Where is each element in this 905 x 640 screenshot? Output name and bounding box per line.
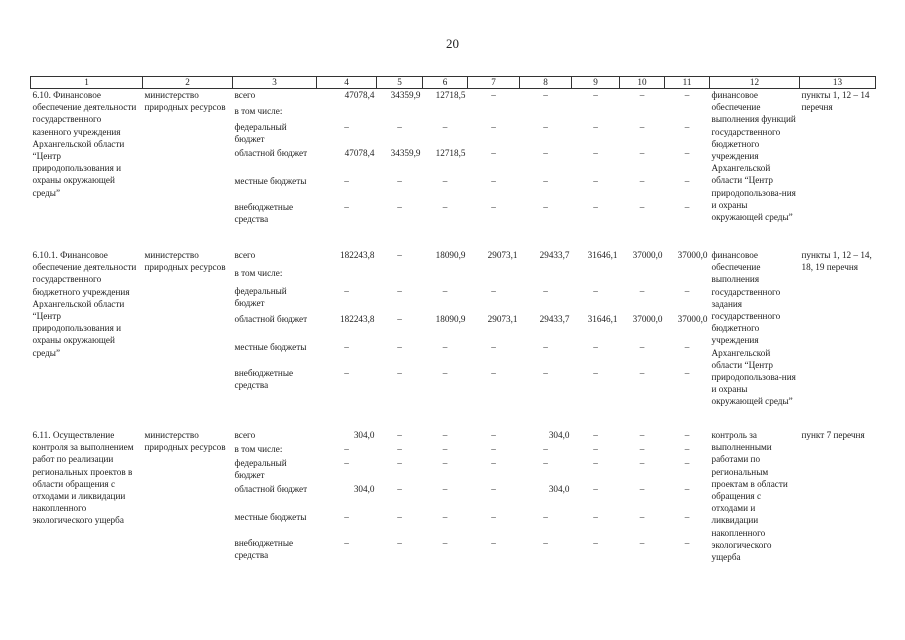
funding-source-label: внебюджетные средства bbox=[234, 202, 294, 225]
amount-value: – bbox=[639, 342, 645, 352]
amount-cell bbox=[620, 249, 665, 417]
amount-value: – bbox=[543, 512, 548, 522]
amount-value: – bbox=[593, 484, 598, 494]
amount-value: – bbox=[442, 122, 448, 132]
amount-value: – bbox=[639, 512, 645, 522]
amount-value: 29073,1 bbox=[487, 314, 518, 324]
amount-value: – bbox=[491, 176, 496, 186]
amount-value: – bbox=[593, 368, 598, 378]
amount-value: 18090,9 bbox=[435, 250, 466, 260]
amount-value: – bbox=[593, 90, 598, 100]
measure-name-cell: 6.10.1. Финансовое обеспечение деятельности государственного бюджетного учреждения Архангельской области “Центр природопользования и охраны окружающей среды” bbox=[32, 250, 137, 358]
funding-source-label: в том числе: bbox=[234, 444, 283, 454]
amount-value: 31646,1 bbox=[587, 314, 618, 324]
reference-cell: пункт 7 перечня bbox=[801, 430, 865, 440]
amount-value: – bbox=[684, 430, 690, 440]
indicator-cell: финансовое обеспечение выполнения функций государственного бюджетного учреждения Архангельской области “Центр природопользова-ния и охраны окружающей среды” bbox=[711, 90, 796, 223]
amount-value: – bbox=[684, 148, 690, 158]
amount-value: – bbox=[543, 444, 548, 454]
amount-value: – bbox=[344, 458, 349, 468]
amount-value: – bbox=[639, 176, 645, 186]
funding-source-label: областной бюджет bbox=[234, 484, 308, 494]
amount-value: – bbox=[344, 342, 349, 352]
amount-value: – bbox=[593, 430, 598, 440]
amount-value: – bbox=[684, 538, 690, 548]
amount-cell bbox=[377, 249, 423, 417]
amount-value: – bbox=[593, 342, 598, 352]
column-header: 7 bbox=[468, 77, 520, 89]
amount-value: – bbox=[593, 202, 598, 212]
table-row bbox=[31, 249, 876, 417]
amount-value: – bbox=[593, 512, 598, 522]
amount-value: – bbox=[491, 538, 496, 548]
amount-value: – bbox=[639, 368, 645, 378]
table-row bbox=[31, 89, 876, 238]
measure-name-cell: 6.11. Осуществление контроля за выполнением работ по реализации региональных проектов в области обращения с отходами и ликвидации накопленного экологического ущерба bbox=[32, 430, 134, 526]
amount-value: 182243,8 bbox=[340, 314, 375, 324]
amount-value: – bbox=[442, 342, 448, 352]
amount-value: – bbox=[543, 368, 548, 378]
amount-value: – bbox=[397, 512, 402, 522]
funding-source-label: всего bbox=[234, 250, 256, 260]
amount-value: – bbox=[442, 512, 448, 522]
amount-value: – bbox=[442, 484, 448, 494]
funding-source-label: всего bbox=[234, 90, 256, 100]
funding-source-label: местные бюджеты bbox=[234, 512, 307, 522]
funding-source-label: федеральный бюджет bbox=[234, 286, 287, 309]
funding-source-label: местные бюджеты bbox=[234, 176, 307, 186]
amount-cell bbox=[317, 249, 377, 417]
indicator-cell: финансовое обеспечение выполнения государственного задания государственного бюджетного учреждения Архангельской области “Центр природопользова-ния и охраны окружающей среды” bbox=[711, 250, 796, 407]
amount-value bbox=[470, 105, 518, 121]
amount-cell bbox=[423, 89, 468, 238]
amount-value: – bbox=[639, 458, 645, 468]
amount-value: – bbox=[397, 286, 402, 296]
amount-value bbox=[379, 105, 421, 121]
amount-value: – bbox=[491, 512, 496, 522]
amount-value: – bbox=[491, 458, 496, 468]
amount-value: 12718,5 bbox=[435, 148, 466, 158]
amount-value bbox=[319, 267, 375, 285]
amount-value: – bbox=[442, 368, 448, 378]
amount-cell bbox=[572, 249, 620, 417]
amount-value: – bbox=[491, 202, 496, 212]
column-header: 10 bbox=[620, 77, 665, 89]
amount-value: – bbox=[442, 176, 448, 186]
amount-value: – bbox=[442, 286, 448, 296]
amount-value: 34359,9 bbox=[390, 148, 421, 158]
amount-value: 304,0 bbox=[548, 484, 570, 494]
funding-source-label: федеральный бюджет bbox=[234, 122, 287, 145]
amount-value: – bbox=[593, 538, 598, 548]
funding-sources-cell bbox=[233, 89, 317, 238]
amount-value: – bbox=[344, 202, 349, 212]
amount-value: – bbox=[491, 368, 496, 378]
amount-value: – bbox=[397, 202, 402, 212]
amount-value: 29433,7 bbox=[539, 250, 570, 260]
amount-value: 12718,5 bbox=[435, 90, 466, 100]
amount-cell bbox=[665, 249, 710, 417]
amount-value: – bbox=[684, 202, 690, 212]
amount-value: – bbox=[397, 342, 402, 352]
amount-value: – bbox=[639, 444, 645, 454]
amount-value: – bbox=[344, 176, 349, 186]
amount-value bbox=[667, 105, 708, 121]
column-header: 5 bbox=[377, 77, 423, 89]
amount-value: – bbox=[491, 122, 496, 132]
amount-value bbox=[425, 105, 466, 121]
column-header: 2 bbox=[143, 77, 233, 89]
measure-name-cell: 6.10. Финансовое обеспечение деятельности государственного казенного учреждения Архангельской области “Центр природопользования и охраны окружающей среды” bbox=[32, 90, 137, 198]
indicator-cell: контроль за выполненными работами по региональным проектам в области обращения с отходами и ликвидации накопленного экологического ущерба bbox=[711, 430, 788, 563]
amount-value: 37000,0 bbox=[677, 314, 708, 324]
amount-value: – bbox=[639, 122, 645, 132]
funding-sources-cell bbox=[233, 429, 317, 567]
amount-cell bbox=[520, 89, 572, 238]
amount-value: – bbox=[684, 342, 690, 352]
amount-cell bbox=[572, 429, 620, 567]
amount-value: – bbox=[344, 444, 349, 454]
spacer-cell bbox=[31, 417, 876, 429]
amount-value: – bbox=[593, 458, 598, 468]
amount-value: 37000,0 bbox=[632, 250, 663, 260]
amount-value: – bbox=[593, 122, 598, 132]
funding-source-label: в том числе: bbox=[234, 106, 283, 116]
amount-value: – bbox=[543, 342, 548, 352]
row-spacer bbox=[31, 417, 876, 429]
amount-value: – bbox=[491, 90, 496, 100]
amount-value: – bbox=[397, 538, 402, 548]
amount-value: – bbox=[397, 484, 402, 494]
amount-value: 37000,0 bbox=[677, 250, 708, 260]
amount-value: – bbox=[344, 538, 349, 548]
amount-value bbox=[379, 267, 421, 285]
amount-value: – bbox=[491, 484, 496, 494]
amount-value: – bbox=[491, 430, 496, 440]
amount-value: – bbox=[543, 458, 548, 468]
amount-cell bbox=[317, 89, 377, 238]
amount-value: – bbox=[684, 286, 690, 296]
amount-value: – bbox=[593, 148, 598, 158]
amount-cell bbox=[620, 89, 665, 238]
amount-value: – bbox=[543, 176, 548, 186]
amount-value: – bbox=[639, 538, 645, 548]
amount-value: – bbox=[442, 430, 448, 440]
amount-value: – bbox=[684, 176, 690, 186]
amount-value: 18090,9 bbox=[435, 314, 466, 324]
amount-cell bbox=[572, 89, 620, 238]
funding-source-label: всего bbox=[234, 430, 256, 440]
amount-cell bbox=[468, 249, 520, 417]
amount-value: – bbox=[684, 484, 690, 494]
executor-cell: министерство природных ресурсов bbox=[144, 430, 226, 453]
amount-value: – bbox=[397, 176, 402, 186]
amount-value: – bbox=[344, 122, 349, 132]
amount-value: – bbox=[639, 148, 645, 158]
amount-value: 31646,1 bbox=[587, 250, 618, 260]
funding-source-label: местные бюджеты bbox=[234, 342, 307, 352]
funding-source-label: внебюджетные средства bbox=[234, 538, 294, 561]
amount-value: 304,0 bbox=[353, 430, 375, 440]
amount-value: 182243,8 bbox=[340, 250, 375, 260]
funding-source-label: областной бюджет bbox=[234, 148, 308, 158]
amount-cell bbox=[665, 429, 710, 567]
amount-value: – bbox=[684, 444, 690, 454]
amount-value: – bbox=[593, 286, 598, 296]
amount-value: – bbox=[344, 286, 349, 296]
amount-value: – bbox=[639, 90, 645, 100]
column-header: 9 bbox=[572, 77, 620, 89]
column-header: 4 bbox=[317, 77, 377, 89]
amount-cell bbox=[377, 89, 423, 238]
row-spacer bbox=[31, 237, 876, 249]
column-header: 8 bbox=[520, 77, 572, 89]
column-header: 6 bbox=[423, 77, 468, 89]
amount-value bbox=[522, 267, 570, 285]
amount-value: – bbox=[344, 368, 349, 378]
amount-value bbox=[470, 267, 518, 285]
column-header: 1 bbox=[31, 77, 143, 89]
amount-value: – bbox=[639, 202, 645, 212]
amount-value: 34359,9 bbox=[390, 90, 421, 100]
amount-value: – bbox=[543, 148, 548, 158]
amount-value: 304,0 bbox=[353, 484, 375, 494]
amount-value: – bbox=[344, 512, 349, 522]
amount-value: – bbox=[442, 202, 448, 212]
amount-value bbox=[425, 267, 466, 285]
amount-value: 29073,1 bbox=[487, 250, 518, 260]
budget-table bbox=[30, 76, 876, 567]
amount-value: – bbox=[684, 122, 690, 132]
page-number: 20 bbox=[446, 36, 459, 51]
column-header: 11 bbox=[665, 77, 710, 89]
funding-source-label: областной бюджет bbox=[234, 314, 308, 324]
amount-value: – bbox=[543, 202, 548, 212]
amount-value: 47078,4 bbox=[344, 148, 375, 158]
reference-cell: пункты 1, 12 – 14 перечня bbox=[801, 90, 870, 113]
amount-value bbox=[319, 105, 375, 121]
amount-value bbox=[622, 267, 663, 285]
amount-value: – bbox=[639, 484, 645, 494]
amount-value: – bbox=[491, 148, 496, 158]
funding-source-label: в том числе: bbox=[234, 268, 283, 278]
amount-value: – bbox=[491, 444, 496, 454]
amount-value: – bbox=[639, 286, 645, 296]
amount-cell bbox=[317, 429, 377, 567]
table-row bbox=[31, 429, 876, 567]
amount-value: 47078,4 bbox=[344, 90, 375, 100]
amount-cell bbox=[377, 429, 423, 567]
amount-cell bbox=[423, 429, 468, 567]
amount-cell bbox=[520, 429, 572, 567]
amount-cell bbox=[423, 249, 468, 417]
amount-value: – bbox=[397, 430, 402, 440]
amount-value: – bbox=[397, 444, 402, 454]
amount-value: – bbox=[442, 458, 448, 468]
amount-value bbox=[574, 105, 618, 121]
amount-value: 29433,7 bbox=[539, 314, 570, 324]
funding-source-label: федеральный бюджет bbox=[234, 458, 287, 481]
reference-cell: пункты 1, 12 – 14, 18, 19 перечня bbox=[801, 250, 872, 273]
amount-cell bbox=[620, 429, 665, 567]
amount-value: – bbox=[397, 368, 402, 378]
amount-value: – bbox=[491, 342, 496, 352]
amount-value: – bbox=[442, 444, 448, 454]
executor-cell: министерство природных ресурсов bbox=[144, 90, 226, 113]
amount-value: 37000,0 bbox=[632, 314, 663, 324]
amount-cell bbox=[665, 89, 710, 238]
amount-value: – bbox=[593, 444, 598, 454]
amount-value bbox=[622, 105, 663, 121]
amount-cell bbox=[520, 249, 572, 417]
amount-value: – bbox=[684, 512, 690, 522]
amount-value: – bbox=[543, 286, 548, 296]
amount-cell bbox=[468, 89, 520, 238]
column-header: 12 bbox=[710, 77, 800, 89]
amount-value: – bbox=[684, 90, 690, 100]
amount-value: – bbox=[639, 430, 645, 440]
amount-value: 304,0 bbox=[548, 430, 570, 440]
amount-value: – bbox=[397, 122, 402, 132]
amount-cell bbox=[468, 429, 520, 567]
amount-value: – bbox=[684, 368, 690, 378]
amount-value: – bbox=[543, 538, 548, 548]
amount-value: – bbox=[543, 90, 548, 100]
column-header: 3 bbox=[233, 77, 317, 89]
amount-value bbox=[667, 267, 708, 285]
column-header: 13 bbox=[800, 77, 876, 89]
amount-value bbox=[522, 105, 570, 121]
amount-value: – bbox=[593, 176, 598, 186]
amount-value: – bbox=[397, 314, 402, 324]
amount-value: – bbox=[397, 250, 402, 260]
amount-value: – bbox=[397, 458, 402, 468]
amount-value: – bbox=[491, 286, 496, 296]
amount-value bbox=[574, 267, 618, 285]
executor-cell: министерство природных ресурсов bbox=[144, 250, 226, 273]
column-number-row bbox=[31, 77, 876, 89]
funding-source-label: внебюджетные средства bbox=[234, 368, 294, 391]
amount-value: – bbox=[442, 538, 448, 548]
funding-sources-cell bbox=[233, 249, 317, 417]
amount-value: – bbox=[543, 122, 548, 132]
spacer-cell bbox=[31, 237, 876, 249]
amount-value: – bbox=[684, 458, 690, 468]
